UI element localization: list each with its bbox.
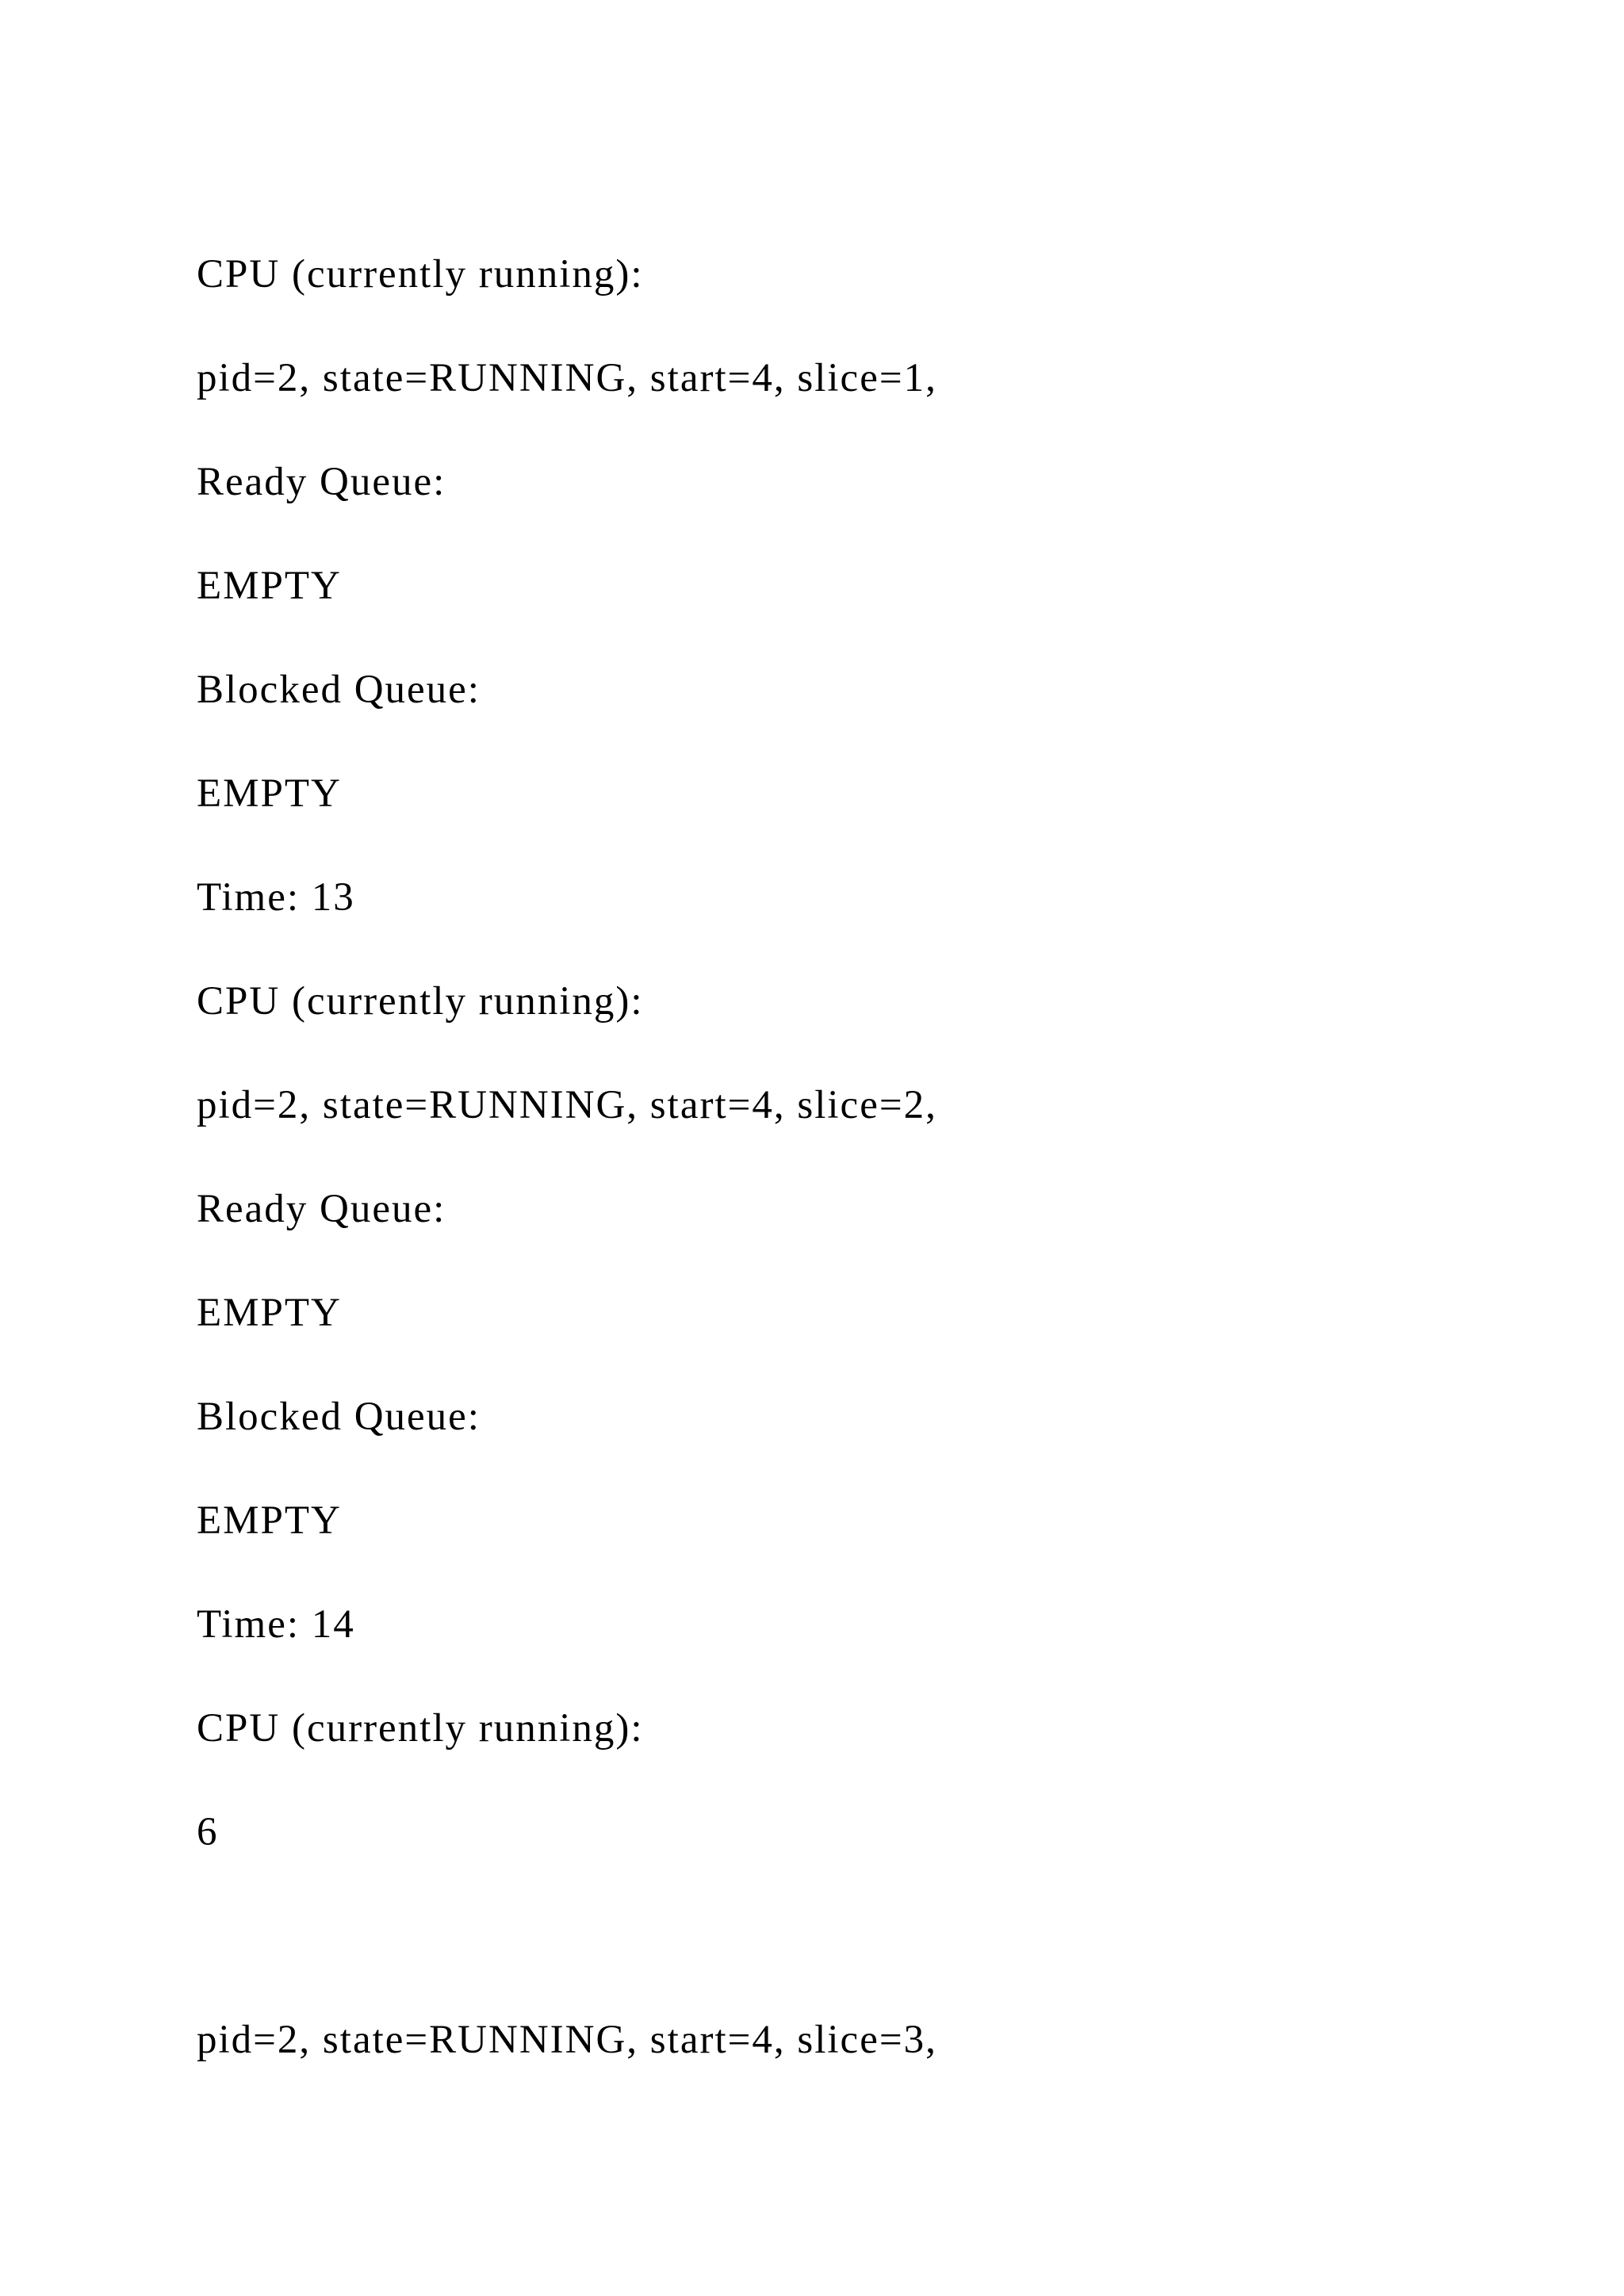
blocked-queue-heading-2: Blocked Queue: [197,1395,481,1439]
blocked-queue-value-1: EMPTY [197,771,342,816]
blocked-queue-value-2: EMPTY [197,1498,342,1543]
page-number: 6 [197,1810,219,1854]
process-entry-2: pid=2, state=RUNNING, start=4, slice=2, [197,1083,937,1127]
ready-queue-heading-1: Ready Queue: [197,460,446,504]
cpu-heading-3: CPU (currently running): [197,1706,644,1751]
process-entry-3: pid=2, state=RUNNING, start=4, slice=3, [197,2018,937,2062]
cpu-heading-2: CPU (currently running): [197,979,644,1024]
process-entry-1: pid=2, state=RUNNING, start=4, slice=1, [197,356,937,400]
ready-queue-value-2: EMPTY [197,1291,342,1335]
ready-queue-value-1: EMPTY [197,564,342,608]
time-line-2: Time: 14 [197,1602,355,1647]
blocked-queue-heading-1: Blocked Queue: [197,668,481,712]
time-line-1: Time: 13 [197,875,355,920]
ready-queue-heading-2: Ready Queue: [197,1187,446,1231]
cpu-heading-1: CPU (currently running): [197,252,644,297]
